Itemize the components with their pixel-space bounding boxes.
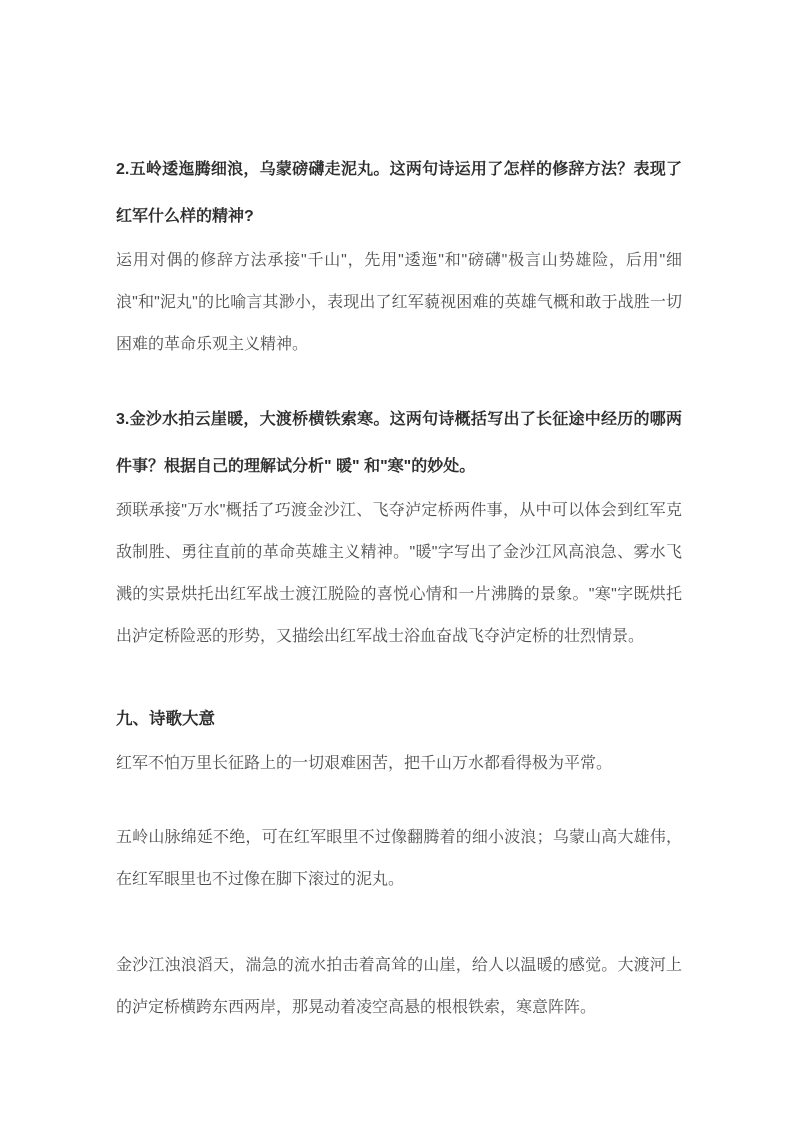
poem-meaning-paragraph-2: 五岭山脉绵延不绝，可在红军眼里不过像翻腾着的细小波浪；乌蒙山高大雄伟，在红军眼里也不过像在脚下滚过的泥丸。 [116,829,682,888]
answer-3-warm-cold: 颈联承接"万水"概括了巧渡金沙江、飞夺泸定桥两件事，从中可以体会到红军克敌制胜、勇往直前的革命英雄主义精神。"暖"字写出了金沙江风高浪急、雾水飞溅的实景烘托出红军战士渡江脱险的喜悦心情和一片沸腾的景象。"寒"字既烘托出泸定桥险恶的形势，又描绘出红军战士浴血奋战飞夺泸定桥的壮烈情景。 [116,502,682,645]
question-3-warm-cold: 3.金沙水拍云崖暖，大渡桥横铁索寒。这两句诗概括写出了长征途中经历的哪两件事？根据自己的理解试分析" 暖" 和"寒"的妙处。 [116,411,682,475]
answer-2-rhetoric: 运用对偶的修辞方法承接"千山"，先用"逶迤"和"磅礴"极言山势雄险，后用"细浪"和"泥丸"的比喻言其渺小，表现出了红军藐视困难的英雄气概和敢于战胜一切困难的革命乐观主义精神。 [116,252,682,353]
document-content [116,146,682,1029]
poem-meaning-paragraph-1: 红军不怕万里长征路上的一切艰难困苦，把千山万水都看得极为平常。 [116,755,613,772]
section-heading-poem-meaning: 九、诗歌大意 [116,710,215,728]
question-2-rhetoric: 2.五岭逶迤腾细浪，乌蒙磅礴走泥丸。这两句诗运用了怎样的修辞方法？表现了红军什么样的精神? [116,161,682,225]
poem-meaning-paragraph-3: 金沙江浊浪滔天，湍急的流水拍击着高耸的山崖，给人以温暖的感觉。大渡河上的泸定桥横跨东西两岸，那晃动着凌空高悬的根根铁索，寒意阵阵。 [116,957,682,1016]
